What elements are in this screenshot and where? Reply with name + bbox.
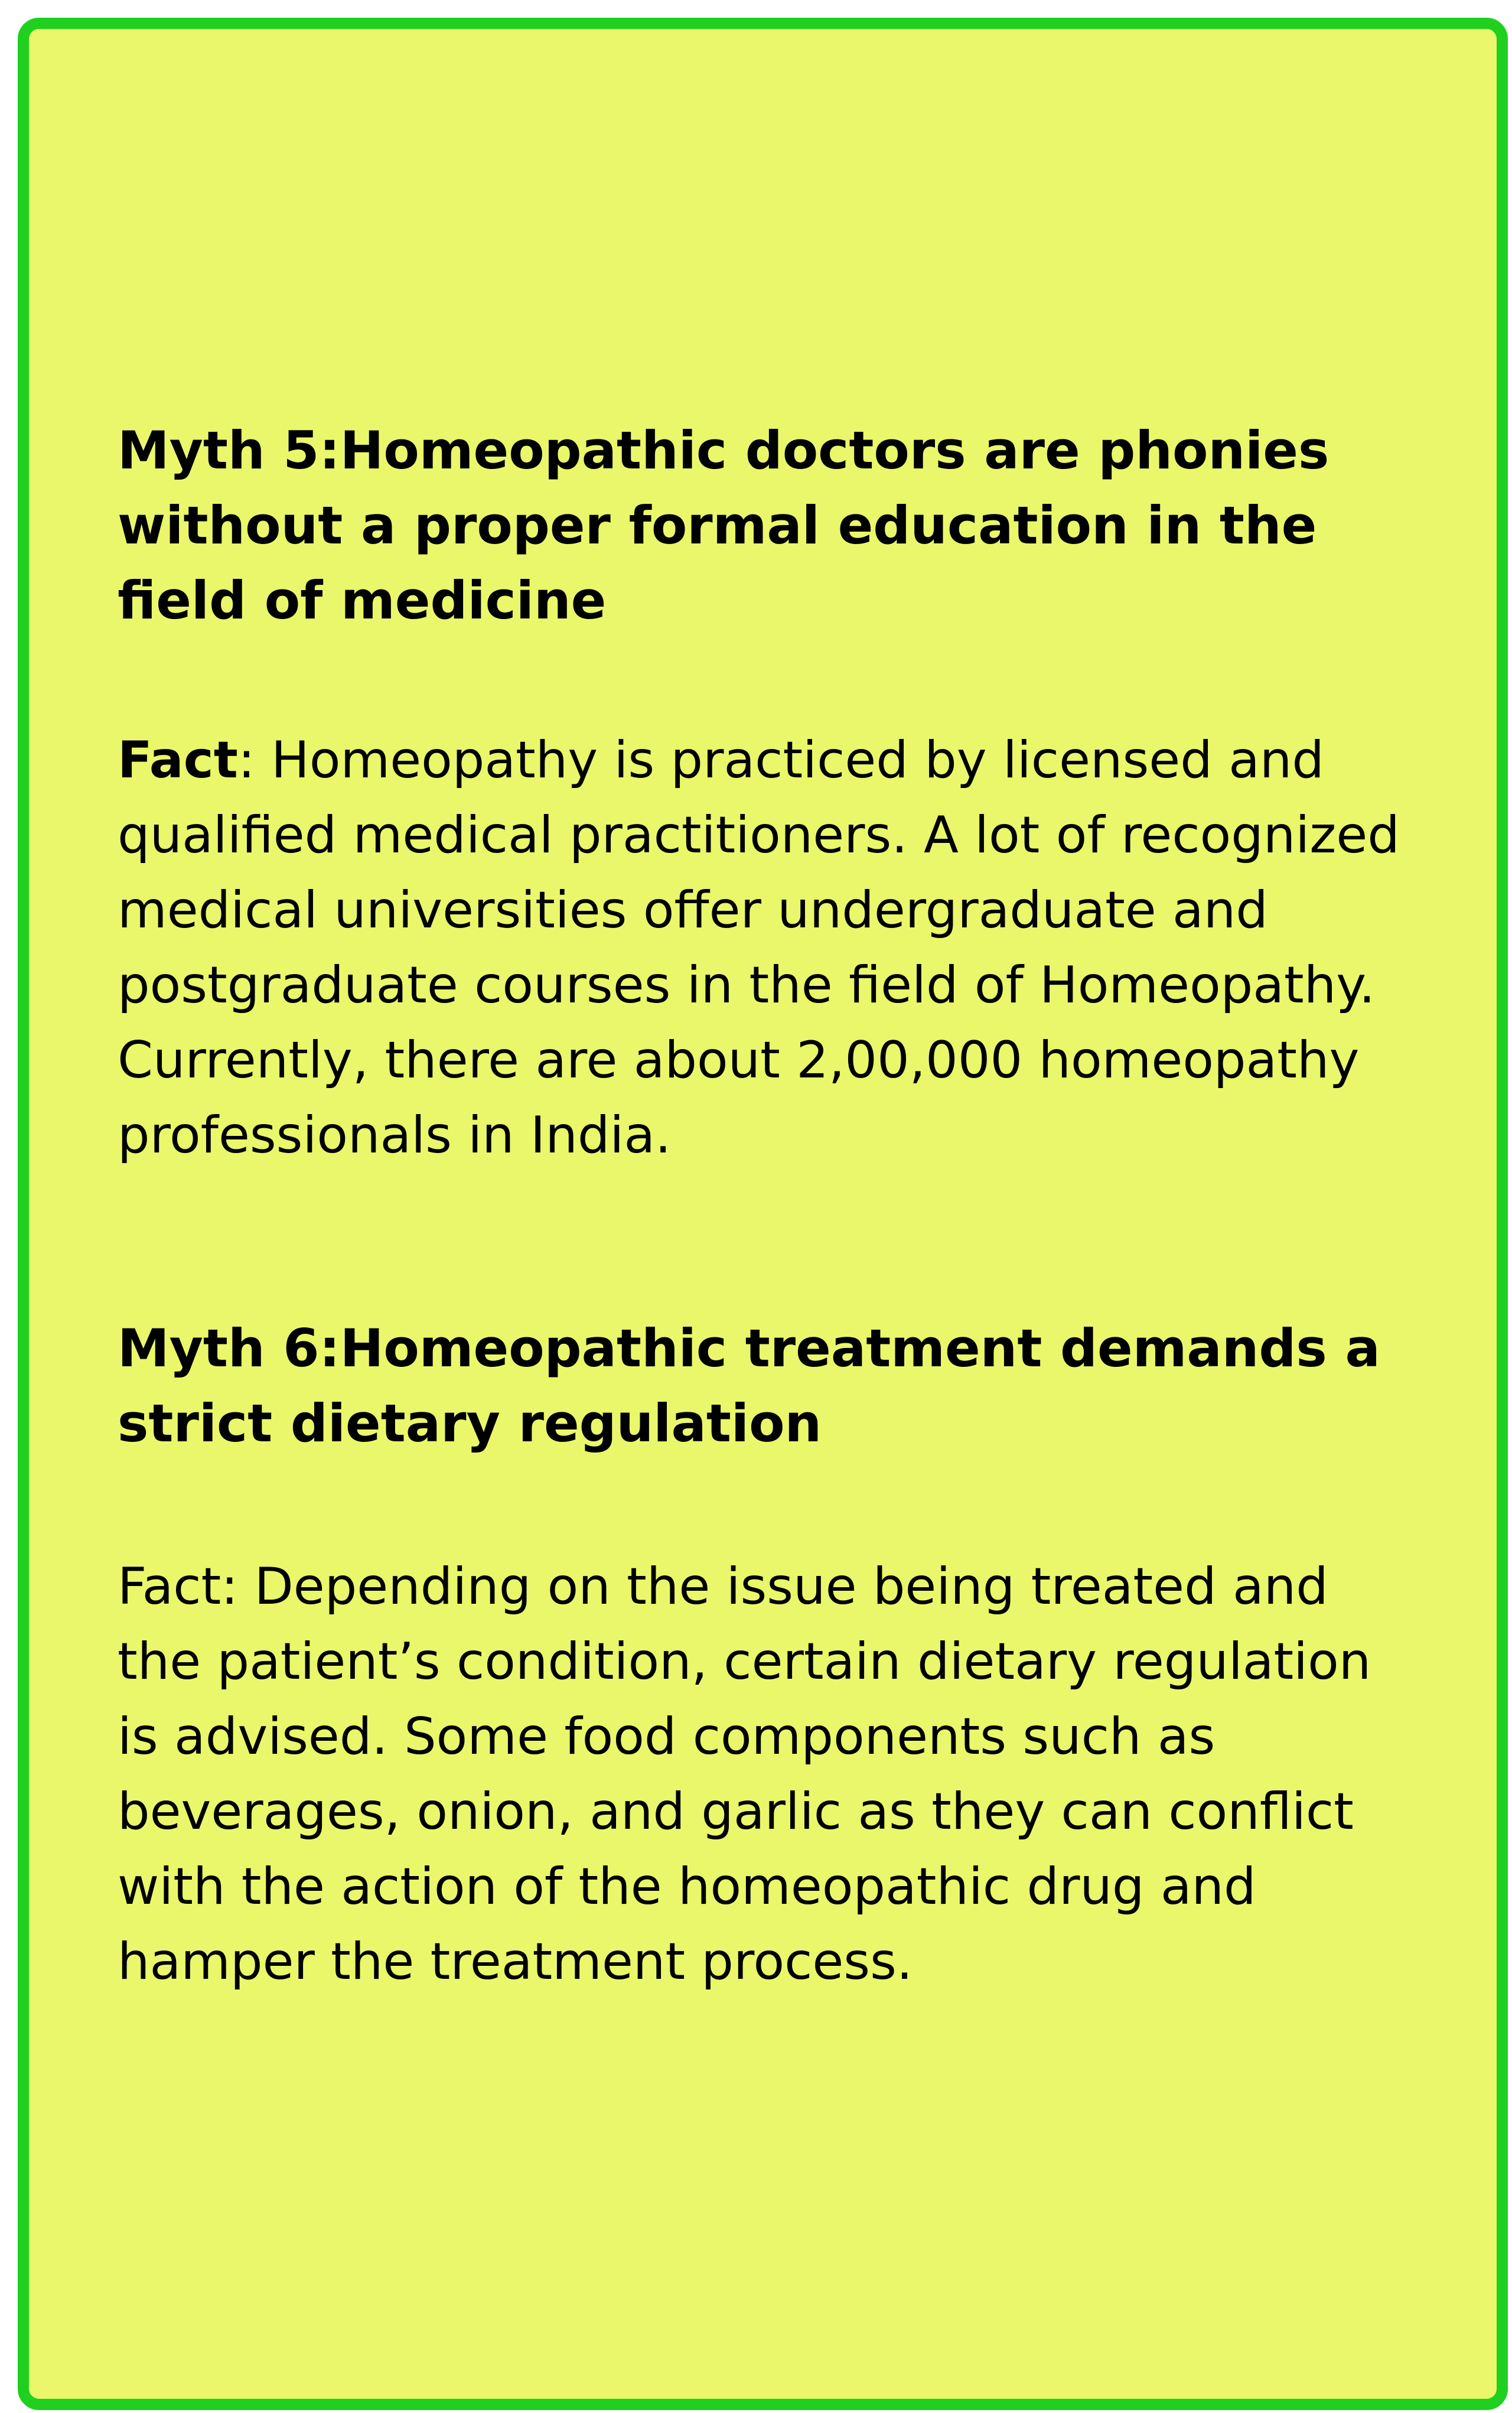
myth-5-fact (118, 723, 1426, 1173)
myth-fact-card (18, 18, 1508, 2410)
myth-6-heading-block (118, 1311, 1426, 1461)
myth-6-heading: Myth 6:Homeopathic treatment demands a strict dietary regulation (118, 1318, 1380, 1454)
myth-6-fact: Fact: Depending on the issue being treated and the patient’s condition, certain dietary regulation is advised. Some food components such as beverages, onion, and garlic as they can conflict with the action of the homeopathic drug and hamper the treatment process. (118, 1557, 1371, 1991)
myth-5-heading: Myth 5:Homeopathic doctors are phonies without a proper formal education in the field of medicine (118, 420, 1329, 631)
myth-5-fact-text: : Homeopathy is practiced by licensed and qualified medical practitioners. A lot of recognized medical universities offer undergraduate and postgraduate courses in the field of Homeopathy. Currently, there are about 2,00,000 homeopathy professionals in India. (118, 731, 1400, 1165)
myth-5-fact-block (118, 723, 1426, 1173)
myth-5-heading-block (118, 413, 1426, 638)
myth-5-fact-label: Fact (118, 731, 238, 790)
myth-6-fact-block (118, 1549, 1426, 2000)
